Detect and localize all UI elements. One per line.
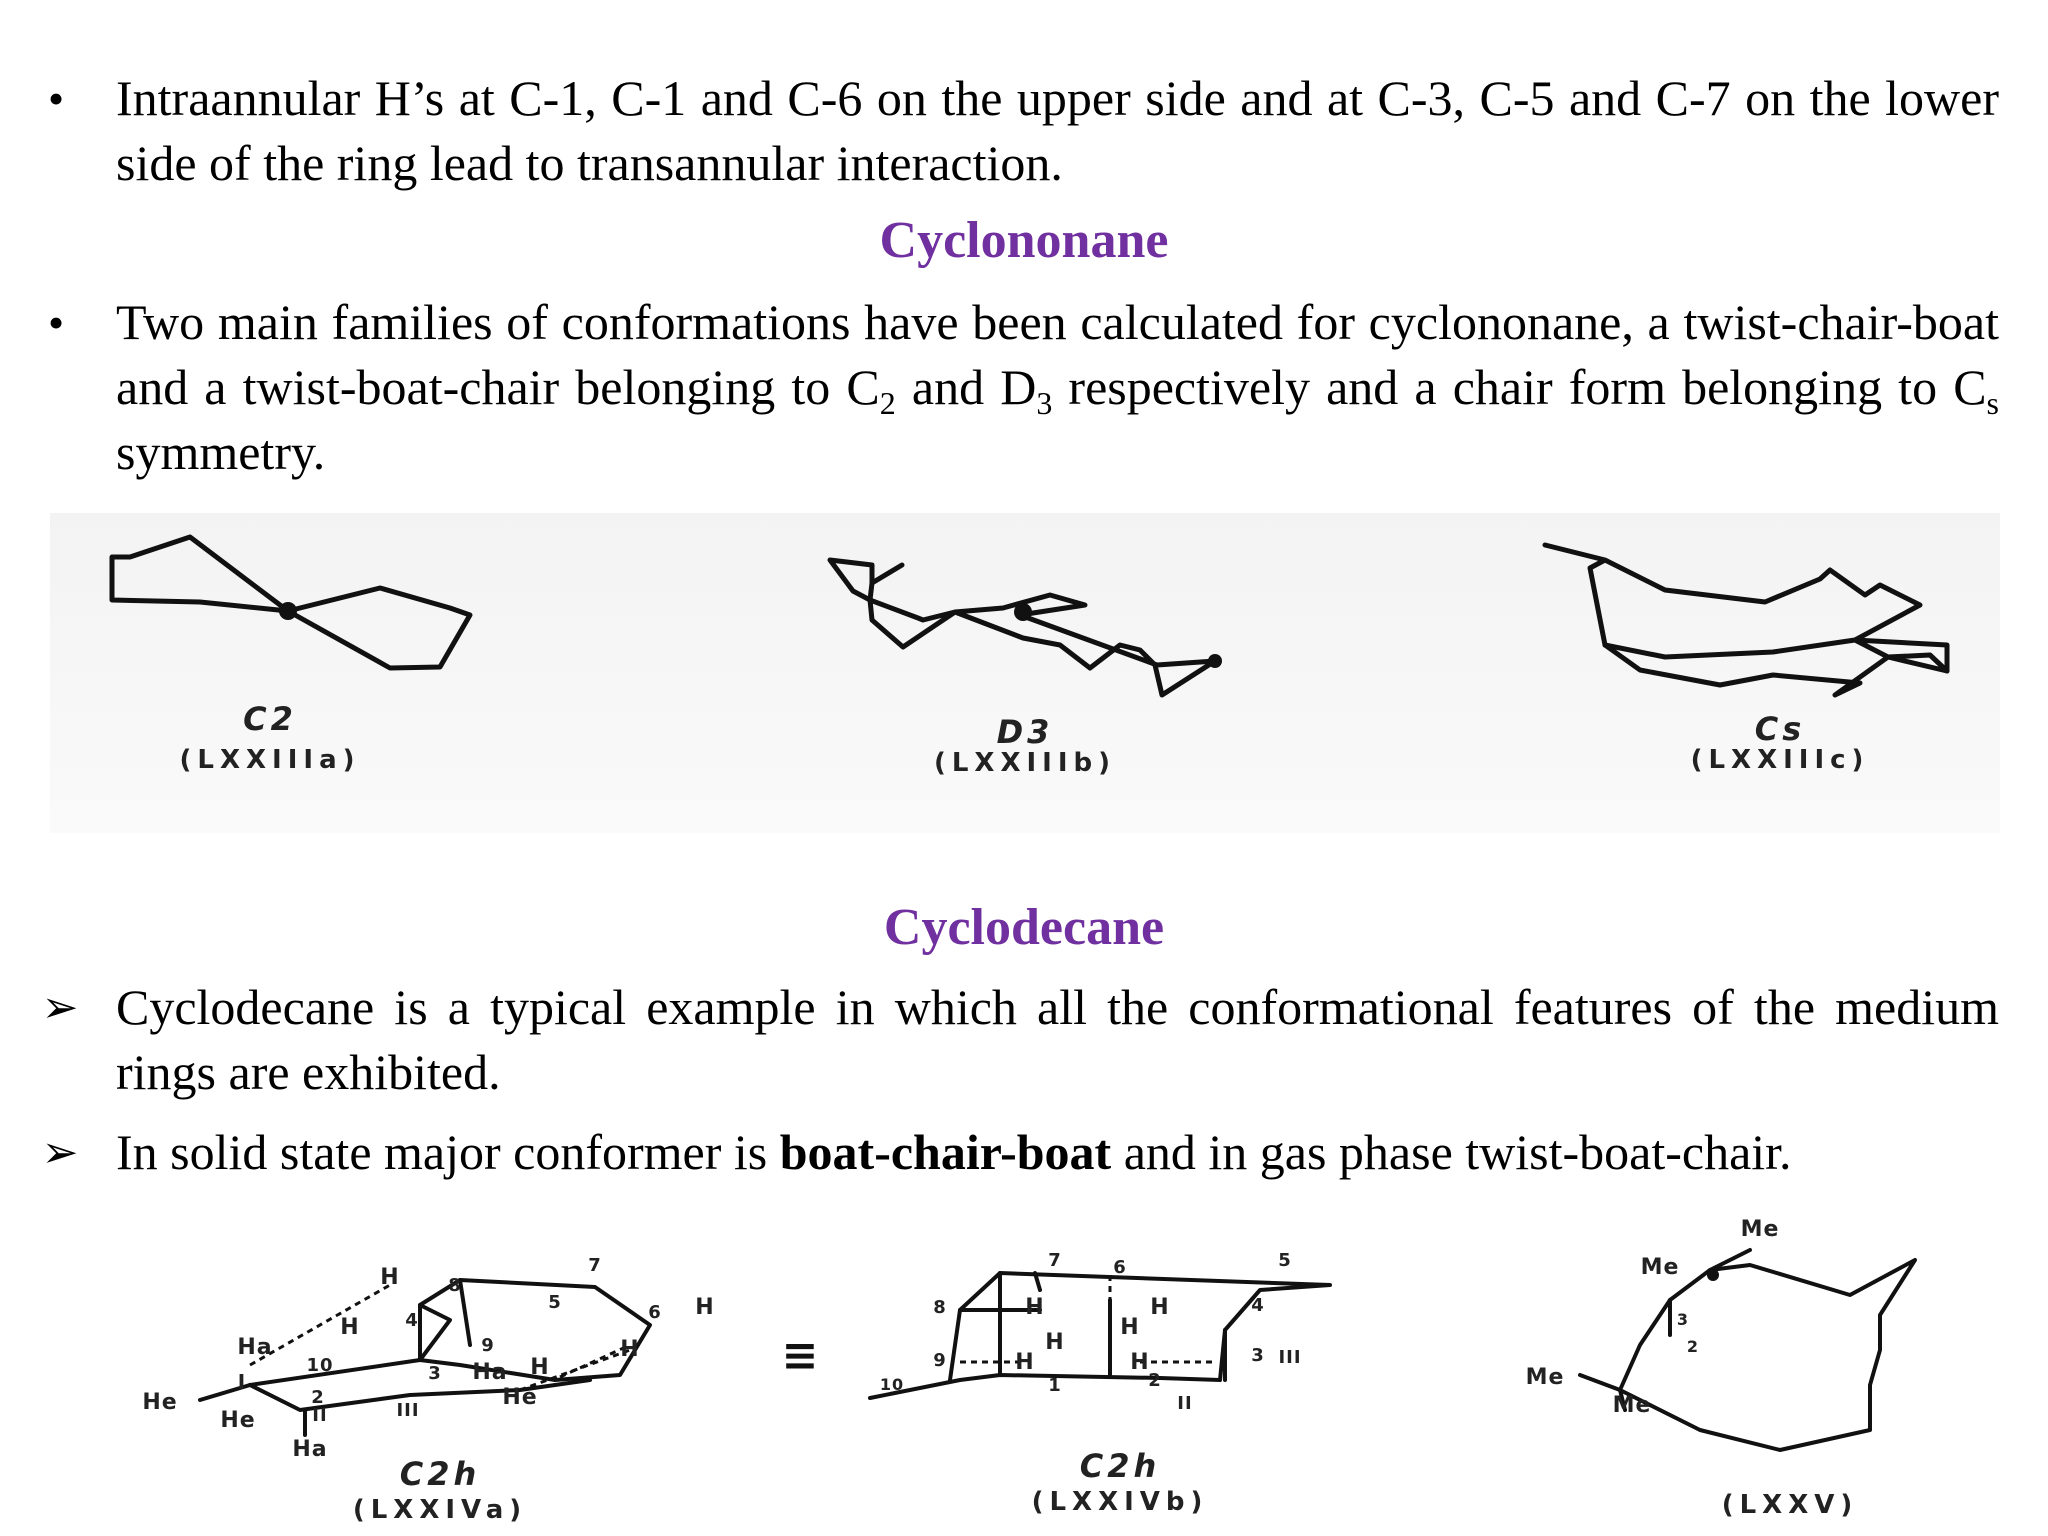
atom-label-iii: III	[396, 1400, 420, 1421]
cs-ring	[1545, 545, 1947, 671]
bullet-marker: •	[47, 297, 65, 348]
text-run: Two main families of conformations have been calculated for cyclononane, a twist-chair-boat and a twist-boat-chair belonging to C	[116, 294, 1999, 415]
atom-label-7: 7	[1048, 1250, 1062, 1271]
c2-symmetry-label: C2	[243, 700, 297, 738]
atom-label-4: 4	[1251, 1295, 1265, 1316]
atom-label-h: H	[1120, 1315, 1140, 1340]
atom-label-iii: III	[1278, 1347, 1302, 1368]
cyclononane-structures	[0, 505, 2048, 835]
cs-compound-code: (LXXIIIc)	[1690, 745, 1870, 775]
cs-symmetry-label: Cs	[1754, 710, 1806, 748]
atom-label-1: 1	[1048, 1375, 1062, 1396]
atom-label-ii: II	[1177, 1393, 1193, 1414]
atom-label-2: 2	[1686, 1337, 1700, 1356]
c2-compound-code: (LXXIIIa)	[179, 745, 361, 775]
text-run: symmetry.	[116, 424, 326, 480]
lxxivb-symmetry-label: C2h	[1079, 1447, 1161, 1485]
equivalence-sign: ≡	[781, 1330, 819, 1381]
subscript: 3	[1036, 385, 1053, 421]
subscript: 2	[879, 385, 896, 421]
atom-label-h: H	[530, 1355, 550, 1380]
arrow-bullet: ➢	[41, 1128, 79, 1177]
heading-cyclodecane: Cyclodecane	[883, 899, 1165, 956]
d3-junction-atom	[1014, 603, 1032, 621]
atom-label-h: H	[1130, 1350, 1150, 1375]
atom-label-3: 3	[428, 1363, 442, 1384]
atom-label-5: 5	[548, 1292, 562, 1313]
atom-label-me: Me	[1740, 1217, 1780, 1242]
atom-label-10: 10	[879, 1375, 905, 1394]
atom-label-ha: Ha	[237, 1335, 273, 1360]
atom-label-4: 4	[405, 1310, 419, 1331]
c2-junction-atom	[279, 602, 297, 620]
d3-compound-code: (LXXIIIb)	[933, 748, 1117, 778]
arrow-bullet: ➢	[41, 983, 79, 1032]
text-run: In solid state major conformer is	[116, 1124, 780, 1180]
atom-label-8: 8	[933, 1297, 947, 1318]
text-run: and in gas phase twist-boat-chair.	[1111, 1124, 1792, 1180]
d3-symmetry-label: D3	[996, 713, 1054, 751]
paragraph-cyclononane	[116, 290, 1999, 485]
atom-label-6: 6	[648, 1302, 662, 1323]
atom-label-h: H	[695, 1295, 715, 1320]
atom-label-7: 7	[588, 1255, 602, 1276]
atom-label-h: H	[1150, 1295, 1170, 1320]
paragraph-cyclodecane: Cyclodecane is a typical example in which all the conformational features of the medium rings are exhibited.	[116, 979, 1999, 1100]
atom-label-3: 3	[1251, 1345, 1265, 1366]
figure-cyclodecane-conformations	[0, 1215, 2048, 1536]
paragraph-conformer	[116, 1120, 1999, 1185]
atom-label-6: 6	[1113, 1257, 1127, 1278]
d3-end-atom	[1208, 654, 1222, 668]
atom-label-h: H	[340, 1315, 360, 1340]
c2-ring-left	[112, 537, 288, 611]
heading-cyclononane: Cyclononane	[879, 212, 1169, 269]
atom-label-9: 9	[933, 1350, 947, 1371]
atom-label-2: 2	[311, 1387, 325, 1408]
atom-label-he: He	[502, 1385, 538, 1410]
atom-label-ha: Ha	[472, 1360, 508, 1385]
atom-label-me: Me	[1525, 1365, 1565, 1390]
lxxivb-ring	[870, 1273, 1330, 1398]
lxxivb-compound-code: (LXXIVb)	[1031, 1487, 1209, 1517]
atom-label-i: I	[237, 1370, 247, 1394]
lxxiva-symmetry-label: C2h	[399, 1455, 481, 1493]
atom-label-h: H	[380, 1265, 400, 1290]
lxxiva-ring-lower	[250, 1380, 590, 1410]
atom-label-8: 8	[448, 1275, 462, 1296]
d3-ring	[830, 560, 1215, 695]
atom-label-h: H	[1045, 1330, 1065, 1355]
atom-label-h: H	[1015, 1350, 1035, 1375]
paragraph-transannular: Intraannular H’s at C-1, C-1 and C-6 on the upper side and at C-3, C-5 and C-7 on the lower side of the ring lead to transannular interaction.	[116, 70, 1999, 191]
atom-label-h: H	[620, 1337, 640, 1362]
atom-label-he: He	[220, 1408, 256, 1433]
figure-cyclononane-conformations	[0, 505, 2048, 835]
atom-label-me: Me	[1612, 1393, 1652, 1418]
subscript: s	[1986, 385, 1999, 421]
text-run: and D	[895, 359, 1037, 415]
atom-label-ha: Ha	[292, 1437, 328, 1462]
lxxv-compound-code: (LXXV)	[1721, 1490, 1859, 1520]
atom-label-ii: II	[312, 1405, 328, 1426]
atom-label-me: Me	[1640, 1255, 1680, 1280]
text-run: respectively and a chair form belonging to C	[1052, 359, 1987, 415]
atom-label-2: 2	[1148, 1370, 1162, 1391]
c2-ring-right	[288, 588, 470, 668]
atom-label-9: 9	[481, 1335, 495, 1356]
atom-label-h: H	[1025, 1295, 1045, 1320]
atom-label-10: 10	[306, 1355, 334, 1376]
bullet-marker: •	[47, 73, 65, 124]
atom-label-3: 3	[1676, 1310, 1690, 1329]
lxxv-ring	[1620, 1260, 1915, 1450]
bold-term: boat-chair-boat	[779, 1124, 1112, 1180]
atom-label-5: 5	[1278, 1250, 1292, 1271]
atom-label-he: He	[142, 1390, 178, 1415]
lxxiva-compound-code: (LXXIVa)	[352, 1495, 528, 1525]
lxxv-atom-4	[1707, 1269, 1719, 1281]
